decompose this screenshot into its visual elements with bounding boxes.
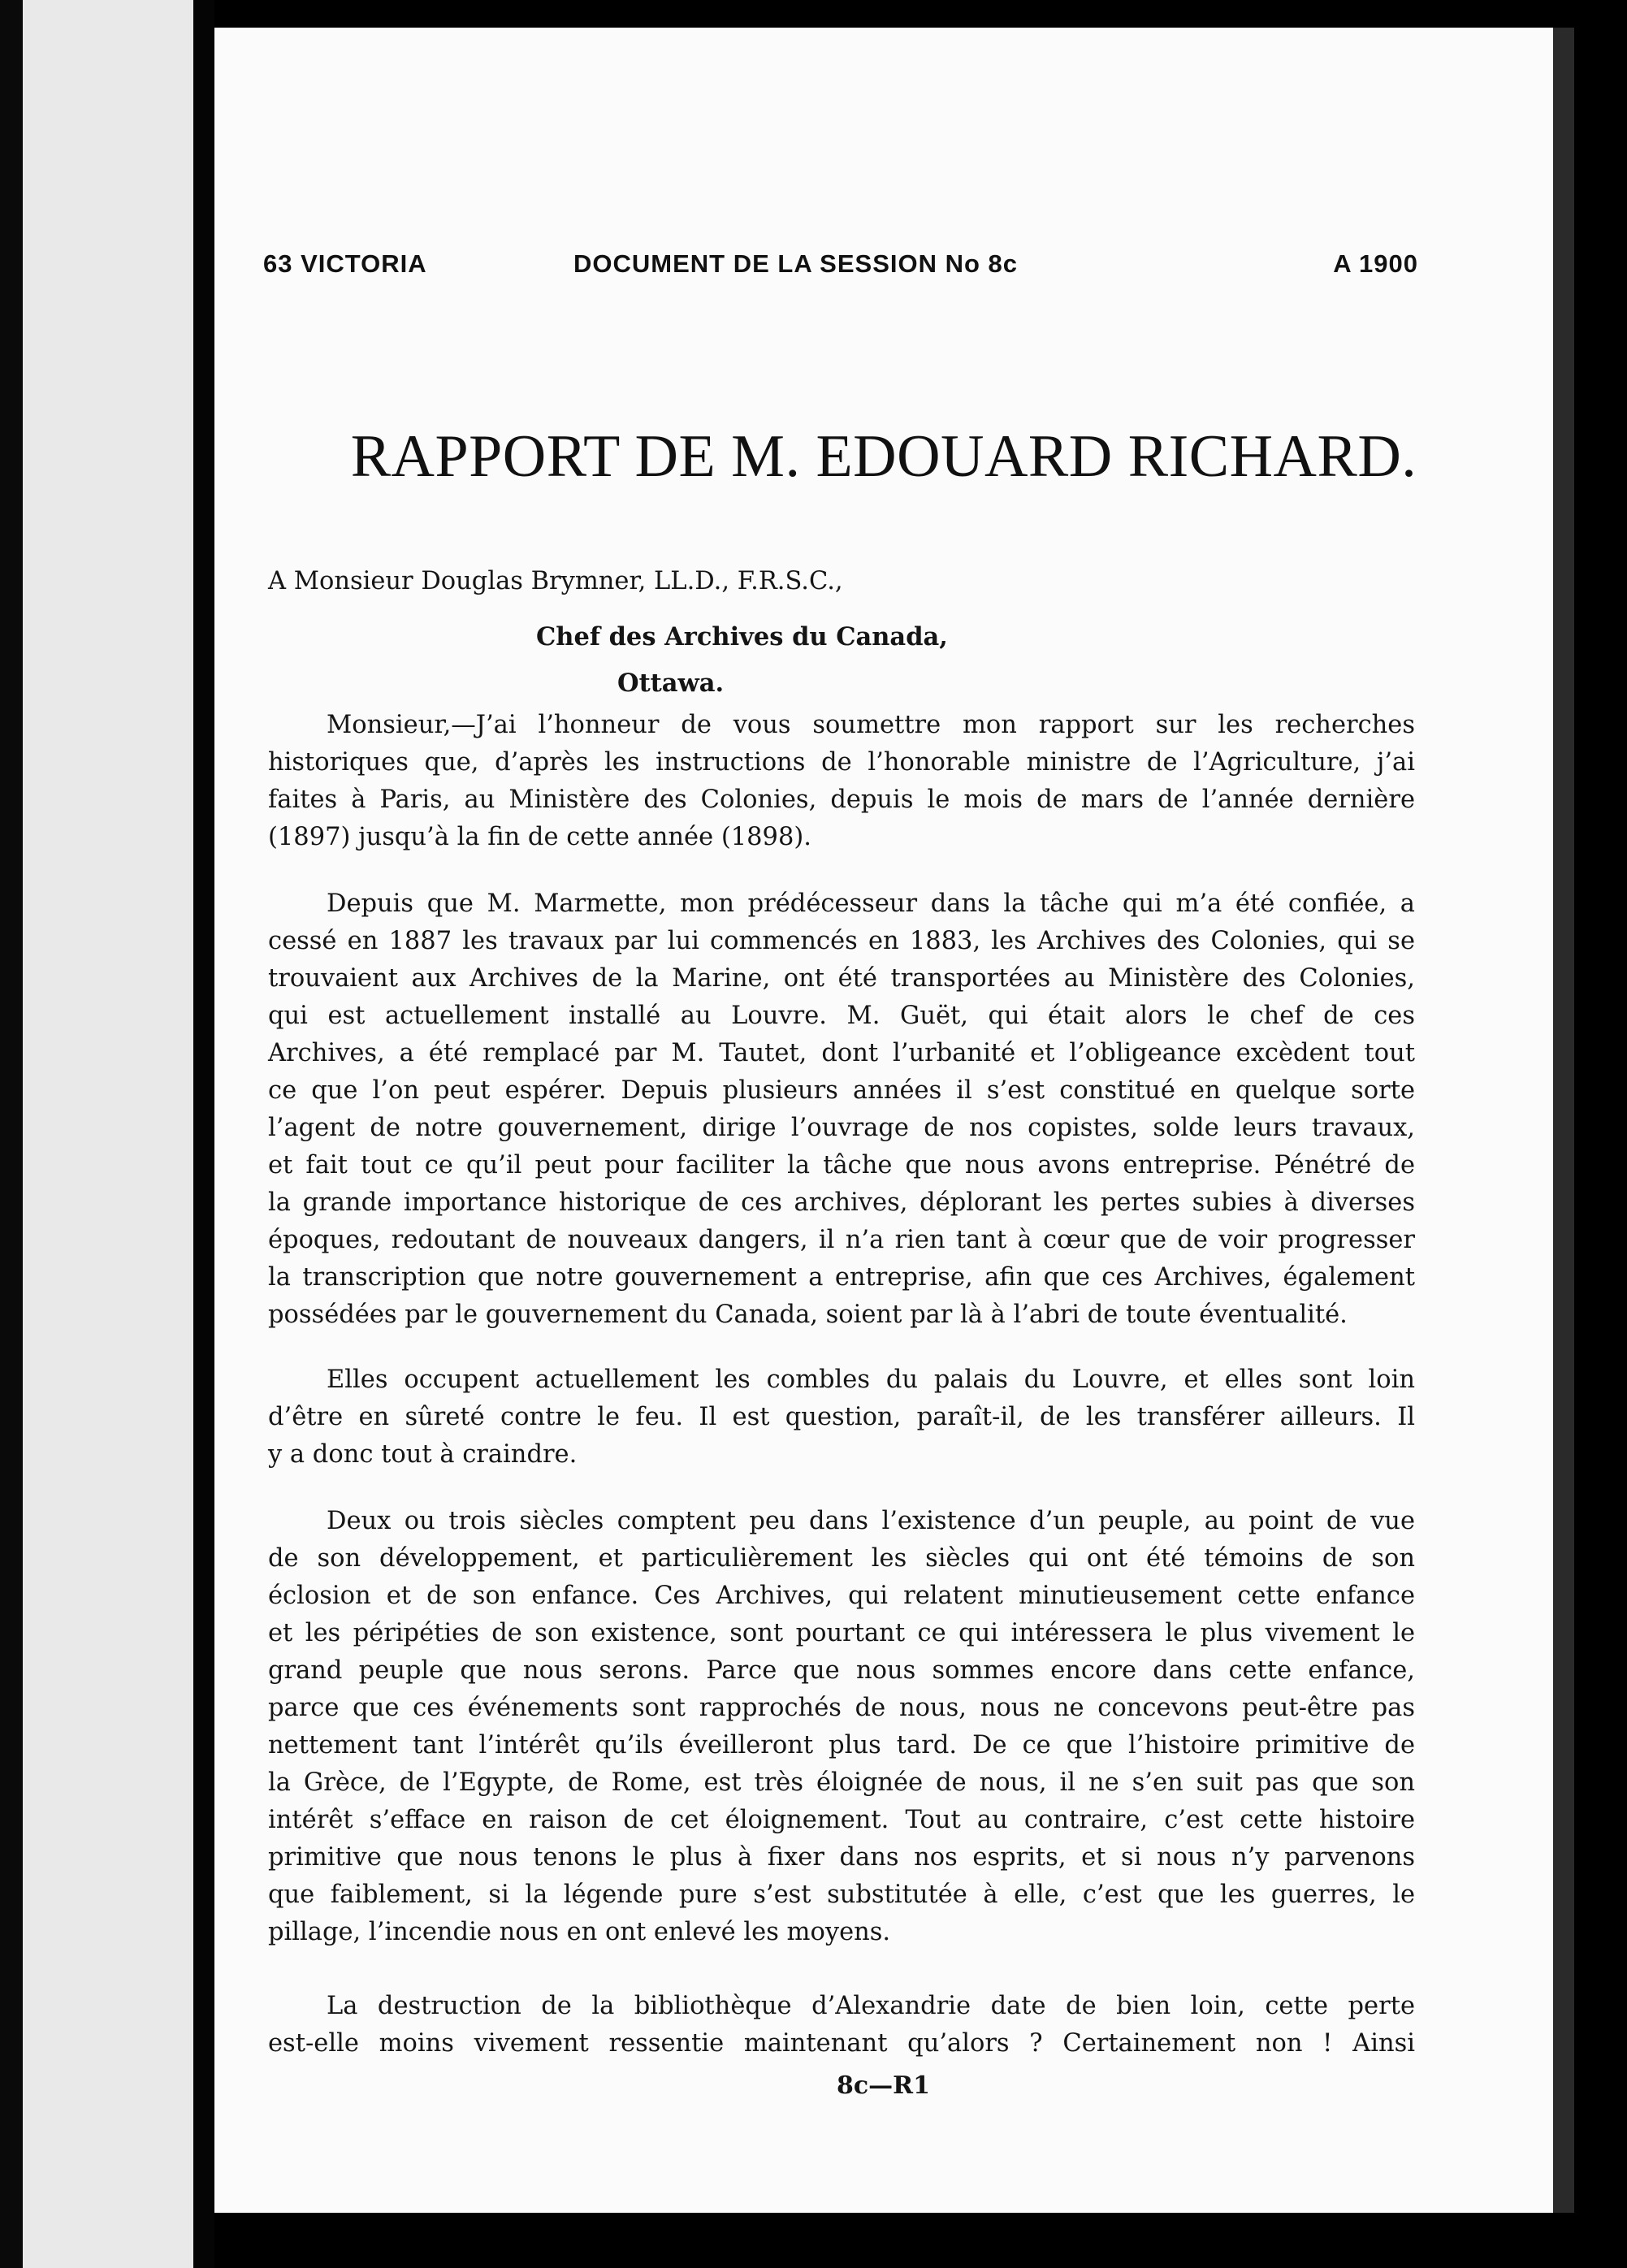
text-line: faites à Paris, au Ministère des Colonies, depuis le mois de mars de l’année dernière bbox=[268, 786, 1415, 814]
header-center: DOCUMENT DE LA SESSION No 8c bbox=[573, 249, 1019, 278]
text-line: que faiblement, si la légende pure s’est substitutée à elle, c’est que les guerres, le bbox=[268, 1881, 1415, 1909]
scan-left-border bbox=[0, 0, 23, 2268]
page-signature: 8c—R1 bbox=[837, 2071, 930, 2100]
text-line: pillage, l’incendie nous en ont enlevé les moyens. bbox=[268, 1918, 891, 1946]
text-line: Elles occupent actuellement les combles du palais du Louvre, et elles sont loin bbox=[327, 1366, 1415, 1394]
text-line: Archives, a été remplacé par M. Tautet, dont l’urbanité et l’obligeance excèdent tout bbox=[268, 1039, 1415, 1067]
text-line: l’agent de notre gouvernement, dirige l’ouvrage de nos copistes, solde leurs travaux, bbox=[268, 1114, 1415, 1142]
text-line: parce que ces événements sont rapprochés de nous, nous ne concevons peut-être pas bbox=[268, 1694, 1415, 1722]
text-line: intérêt s’efface en raison de cet éloignement. Tout au contraire, c’est cette histoire bbox=[268, 1806, 1415, 1834]
text-line: éclosion et de son enfance. Ces Archives, qui relatent minutieusement cette enfance bbox=[268, 1582, 1415, 1610]
book-spine bbox=[193, 0, 214, 2268]
text-line: y a donc tout à craindre. bbox=[268, 1440, 578, 1469]
text-line: primitive que nous tenons le plus à fixer dans nos esprits, et si nous n’y parvenons bbox=[268, 1843, 1415, 1872]
running-header bbox=[263, 249, 1418, 284]
text-line: cessé en 1887 les travaux par lui commencés en 1883, les Archives des Colonies, qui se bbox=[268, 927, 1415, 955]
text-line: et les péripéties de son existence, sont pourtant ce qui intéressera le plus vivement le bbox=[268, 1619, 1415, 1647]
page-title: RAPPORT DE M. EDOUARD RICHARD. bbox=[350, 423, 1417, 490]
text-line: ce que l’on peut espérer. Depuis plusieurs années il s’est constitué en quelque sorte bbox=[268, 1076, 1415, 1105]
text-line: qui est actuellement installé au Louvre. M. Guët, qui était alors le chef de ces bbox=[268, 1002, 1415, 1030]
text-line: de son développement, et particulièrement les siècles qui ont été témoins de son bbox=[268, 1544, 1415, 1573]
paragraph-5 bbox=[268, 1988, 1415, 2062]
text-line: historiques que, d’après les instructions de l’honorable ministre de l’Agriculture, j’ai bbox=[268, 748, 1415, 777]
text-line: grand peuple que nous serons. Parce que nous sommes encore dans cette enfance, bbox=[268, 1656, 1415, 1685]
text-line: la transcription que notre gouvernement a entreprise, afin que ces Archives, également bbox=[268, 1263, 1415, 1292]
header-left: 63 VICTORIA bbox=[263, 249, 427, 278]
text-line: et fait tout ce qu’il peut pour faciliter la tâche que nous avons entreprise. Pénétré de bbox=[268, 1151, 1415, 1179]
text-line: nettement tant l’intérêt qu’ils éveilleront plus tard. De ce que l’histoire primitive de bbox=[268, 1731, 1415, 1759]
page-right-edge bbox=[1553, 28, 1574, 2213]
address-line-1: A Monsieur Douglas Brymner, LL.D., F.R.S.C., bbox=[268, 567, 843, 595]
text-line: époques, redoutant de nouveaux dangers, il n’a rien tant à cœur que de voir progresser bbox=[268, 1226, 1415, 1254]
paragraph-2 bbox=[268, 885, 1415, 1334]
text-line: La destruction de la bibliothèque d’Alexandrie date de bien loin, cette perte bbox=[327, 1992, 1415, 2020]
text-line: la Grèce, de l’Egypte, de Rome, est très éloignée de nous, il ne s’en suit pas que son bbox=[268, 1768, 1415, 1797]
text-line: trouvaient aux Archives de la Marine, ont été transportées au Ministère des Colonies, bbox=[268, 964, 1415, 993]
text-line: Deux ou trois siècles comptent peu dans l’existence d’un peuple, au point de vue bbox=[327, 1507, 1415, 1535]
text-line: d’être en sûreté contre le feu. Il est question, paraît-il, de les transférer ailleurs. Il bbox=[268, 1403, 1415, 1431]
text-line: Monsieur,—J’ai l’honneur de vous soumettre mon rapport sur les recherches bbox=[327, 711, 1415, 739]
text-line: est-elle moins vivement ressentie maintenant qu’alors ? Certainement non ! Ainsi bbox=[268, 2029, 1415, 2058]
text-line: possédées par le gouvernement du Canada, soient par là à l’abri de toute éventualité. bbox=[268, 1301, 1348, 1329]
header-right: A 1900 bbox=[1333, 249, 1418, 278]
text-line: (1897) jusqu’à la fin de cette année (1898). bbox=[268, 823, 811, 851]
previous-page-margin bbox=[23, 0, 193, 2268]
address-line-3: Ottawa. bbox=[617, 669, 725, 698]
address-line-2: Chef des Archives du Canada, bbox=[536, 622, 948, 651]
paragraph-4 bbox=[268, 1503, 1415, 1951]
text-line: Depuis que M. Marmette, mon prédécesseur dans la tâche qui m’a été confiée, a bbox=[327, 889, 1415, 918]
paragraph-1 bbox=[268, 707, 1415, 856]
paragraph-3 bbox=[268, 1361, 1415, 1474]
text-line: la grande importance historique de ces archives, déplorant les pertes subies à diverses bbox=[268, 1188, 1415, 1217]
